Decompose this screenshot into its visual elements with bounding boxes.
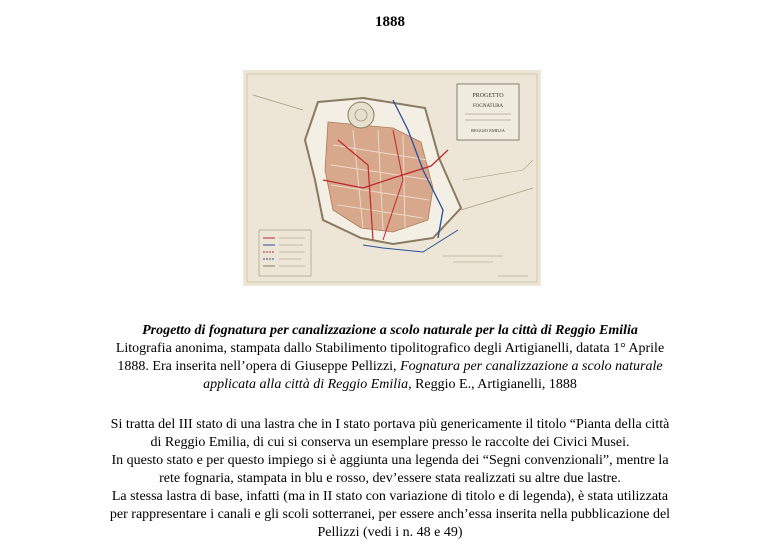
- description-line: La stessa lastra di base, infatti (ma in II stato con variazione di titolo e di legenda), è stata utilizzata: [111, 489, 669, 504]
- description-line: rete fognaria, stampata in blu e rosso, dev’essere stata realizzati su altre due lastre.: [159, 471, 621, 486]
- description-block: [60, 416, 720, 542]
- svg-text:REGGIO EMILIA: REGGIO EMILIA: [471, 128, 505, 133]
- description-line: di Reggio Emilia, di cui si conserva un esemplare presso le raccolte dei Civici Musei.: [150, 435, 630, 450]
- map-cartouche: [457, 84, 519, 140]
- description-line: Pellizzi (vedi i n. 48 e 49): [317, 525, 463, 540]
- caption-line: 1888. Era inserita nell’opera di Giuseppe Pellizzi, Fognatura per canalizzazione a scolo naturale: [117, 359, 663, 374]
- work-title: Progetto di fognatura per canalizzazione a scolo naturale per la città di Reggio Emilia: [142, 323, 638, 338]
- caption-line: applicata alla città di Reggio Emilia, Reggio E., Artigianelli, 1888: [203, 377, 577, 392]
- description-line: Si tratta del III stato di una lastra che in I stato portava più genericamente il titolo “Pianta della città: [110, 417, 670, 432]
- page-year: 1888: [375, 14, 405, 30]
- description-line: In questo stato e per questo impiego si è aggiunta una legenda dei “Segni convenzionali”, mentre la: [111, 453, 669, 468]
- svg-text:PROGETTO: PROGETTO: [472, 93, 504, 99]
- svg-text:FOGNATURA: FOGNATURA: [472, 104, 504, 109]
- description-line: per rappresentare i canali e gli scoli sotterranei, per essere anch’essa inserita nella pubblicazione del: [109, 507, 671, 522]
- map-image: [243, 70, 541, 286]
- citadel: [348, 102, 374, 128]
- caption-block: [60, 322, 720, 394]
- caption-line: Litografia anonima, stampata dallo Stabilimento tipolitografico degli Artigianelli, datata 1° Aprile: [115, 341, 665, 356]
